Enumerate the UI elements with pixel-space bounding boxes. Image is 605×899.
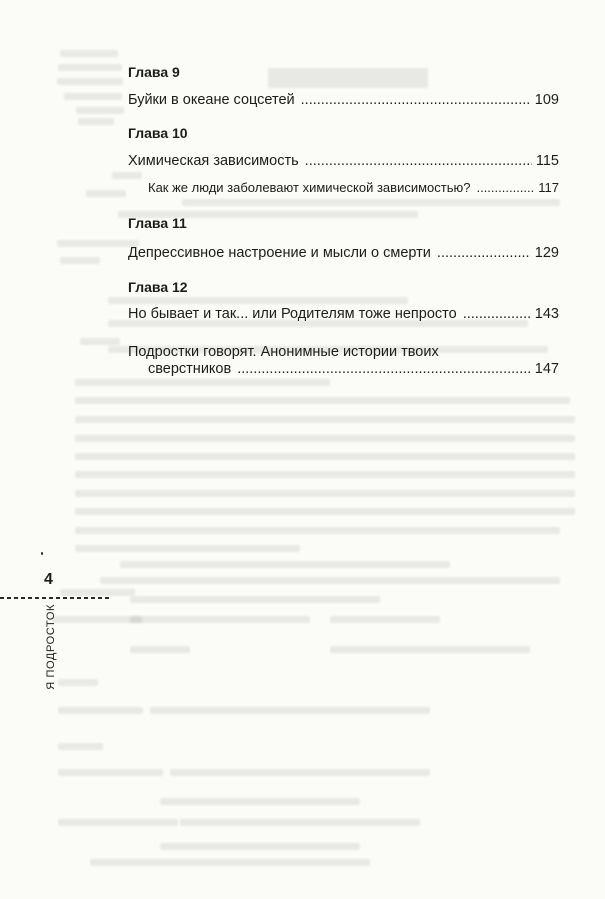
chapter-heading: Глава 9 <box>128 64 180 80</box>
toc-entry-title: Буйки в океане соцсетей <box>128 92 295 108</box>
toc-entry <box>128 244 559 262</box>
show-through-mark <box>64 93 122 100</box>
show-through-mark <box>330 616 440 623</box>
show-through-mark <box>180 819 420 826</box>
chapter-heading: Глава 12 <box>128 279 188 295</box>
show-through-mark <box>58 64 122 71</box>
dot-leader <box>237 360 531 378</box>
show-through-mark <box>52 616 142 623</box>
show-through-mark <box>75 379 330 386</box>
show-through-mark <box>58 819 178 826</box>
toc-entry-title-line2: сверстников <box>148 361 232 377</box>
show-through-mark <box>75 416 575 423</box>
toc-entry-title-line1: Подростки говорят. Анонимные истории твоих <box>128 344 439 360</box>
toc-entry <box>148 360 559 378</box>
show-through-mark <box>90 859 370 866</box>
toc-entry-title: Химическая зависимость <box>128 153 299 169</box>
show-through-mark <box>75 490 575 497</box>
running-title: Я ПОДРОСТОК <box>45 604 57 690</box>
dot-leader <box>463 305 531 323</box>
dot-leader <box>305 152 532 170</box>
margin-mark <box>41 552 43 555</box>
show-through-mark <box>58 743 103 750</box>
show-through-mark <box>78 118 114 125</box>
show-through-mark <box>160 798 360 805</box>
dot-leader <box>476 179 534 197</box>
show-through-mark <box>75 508 575 515</box>
show-through-mark <box>60 257 100 264</box>
show-through-mark <box>60 50 118 57</box>
chapter-heading: Глава 11 <box>128 215 187 231</box>
toc-entry-title: Депрессивное настроение и мысли о смерти <box>128 245 431 261</box>
show-through-mark <box>75 471 575 478</box>
show-through-mark <box>100 577 560 584</box>
toc-entry-page: 147 <box>534 361 559 377</box>
show-through-mark <box>80 338 120 345</box>
show-through-mark <box>268 68 428 88</box>
chapter-heading: Глава 10 <box>128 125 188 141</box>
show-through-mark <box>75 397 570 404</box>
show-through-mark <box>60 589 135 596</box>
dashed-rule <box>0 597 110 599</box>
toc-entry-page: 129 <box>534 245 559 261</box>
show-through-mark <box>130 616 310 623</box>
show-through-mark <box>75 545 300 552</box>
toc-entry-title: Как же люди заболевают химической зависимостью? <box>148 180 471 195</box>
show-through-mark <box>57 78 123 85</box>
dot-leader <box>437 244 531 262</box>
toc-subentry <box>148 179 559 197</box>
show-through-mark <box>130 596 380 603</box>
show-through-mark <box>330 646 530 653</box>
show-through-mark <box>58 769 163 776</box>
toc-entry <box>128 152 559 170</box>
show-through-mark <box>86 190 126 197</box>
show-through-mark <box>58 707 143 714</box>
toc-entry-title: Но бывает и так... или Родителям тоже непросто <box>128 306 457 322</box>
show-through-mark <box>58 679 98 686</box>
show-through-mark <box>76 107 124 114</box>
toc-entry <box>128 305 559 323</box>
show-through-mark <box>112 172 142 179</box>
show-through-mark <box>75 527 560 534</box>
toc-entry-page: 117 <box>538 180 559 195</box>
page-number: 4 <box>44 571 53 588</box>
show-through-mark <box>75 435 575 442</box>
dot-leader <box>301 91 531 109</box>
show-through-mark <box>57 240 139 247</box>
show-through-mark <box>170 769 430 776</box>
show-through-mark <box>130 646 190 653</box>
toc-entry-page: 109 <box>534 92 559 108</box>
show-through-mark <box>108 297 408 304</box>
toc-entry-page: 143 <box>534 306 559 322</box>
show-through-mark <box>75 453 575 460</box>
show-through-mark <box>160 843 360 850</box>
show-through-mark <box>120 561 450 568</box>
show-through-mark <box>150 707 430 714</box>
toc-entry-page: 115 <box>535 153 559 169</box>
toc-entry <box>128 91 559 109</box>
show-through-mark <box>182 199 560 206</box>
